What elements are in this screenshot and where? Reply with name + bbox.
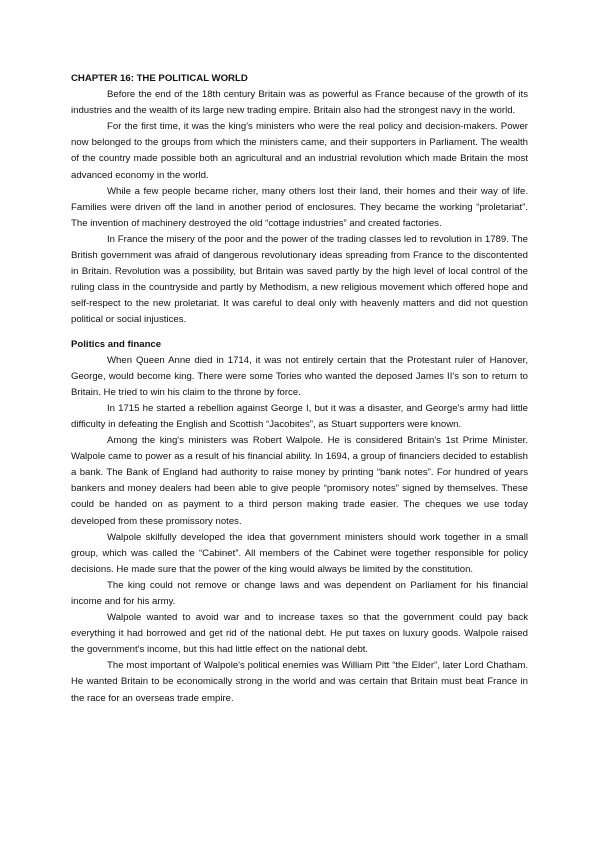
body-paragraph: In France the misery of the poor and the power of the trading classes led to revolution in 1789. The British government was afraid of dangerous revolutionary ideas spreading from France to the discontented in Britain. Revolution was a possibility, but Britain was saved partly by the high level of local control of the ruling class in the countryside and partly by Methodism, a new religious movement which offered hope and self-respect to the new proletariat. It was careful to deal only with heavenly matters and did not question political or social injustices. — [71, 233, 528, 326]
body-paragraph: Walpole skilfully developed the idea that government ministers should work together in a small group, which was called the “Cabinet”. All members of the Cabinet were together responsible for policy decisions. He made sure that the power of the king would always be limited by the constitution. — [71, 531, 528, 575]
body-paragraph: For the first time, it was the king's ministers who were the real policy and decision-makers. Power now belonged to the groups from which the ministers came, and their supporters in Parliament. The wealth of the country made possible both an agricultural and an industrial revolution which made Britain the most advanced economy in the world. — [71, 121, 528, 181]
document-page — [71, 71, 528, 707]
body-paragraph: The king could not remove or change laws and was dependent on Parliament for his financial income and for his army. — [71, 579, 528, 607]
body-paragraph: While a few people became richer, many others lost their land, their homes and their way of life. Families were driven off the land in another period of enclosures. They became the working “proletariat”. The invention of machinery destroyed the old “cottage industries” and created factories. — [71, 185, 528, 229]
body-paragraph: In 1715 he started a rebellion against George I, but it was a disaster, and George's army had little difficulty in defeating the English and Scottish “Jacobites”, as Stuart supporters were known. — [71, 402, 528, 430]
body-paragraph: When Queen Anne died in 1714, it was not entirely certain that the Protestant ruler of Hanover, George, would become king. There were some Tories who wanted the deposed James II's son to return to Britain. He tried to win his claim to the throne by force. — [71, 354, 528, 398]
body-paragraph: Before the end of the 18th century Britain was as powerful as France because of the growth of its industries and the wealth of its large new trading empire. Britain also had the strongest navy in the world. — [71, 89, 528, 117]
body-paragraph: Among the king's ministers was Robert Walpole. He is considered Britain's 1st Prime Minister. Walpole came to power as a result of his financial ability. In 1694, a group of financiers decided to establish a bank. The Bank of England had authority to raise money by printing “bank notes”. For hundred of years bankers and money dealers had been able to give people “promisory notes” signed by themselves. These could be handed on as payment to a third person making trade easier. The cheques we use today developed from these promissory notes. — [71, 435, 528, 527]
section-heading: Politics and finance — [71, 338, 162, 350]
chapter-title: CHAPTER 16: THE POLITICAL WORLD — [71, 73, 248, 84]
body-paragraph: The most important of Walpole's political enemies was William Pitt “the Elder”, later Lord Chatham. He wanted Britain to be economically strong in the world and was certain that Britain must beat France in the race for an overseas trade empire. — [71, 660, 528, 704]
body-paragraph: Walpole wanted to avoid war and to increase taxes so that the government could pay back everything it had borrowed and get rid of the national debt. He put taxes on luxury goods. Walpole raised the government's income, but this had little effect on the national debt. — [71, 612, 528, 656]
